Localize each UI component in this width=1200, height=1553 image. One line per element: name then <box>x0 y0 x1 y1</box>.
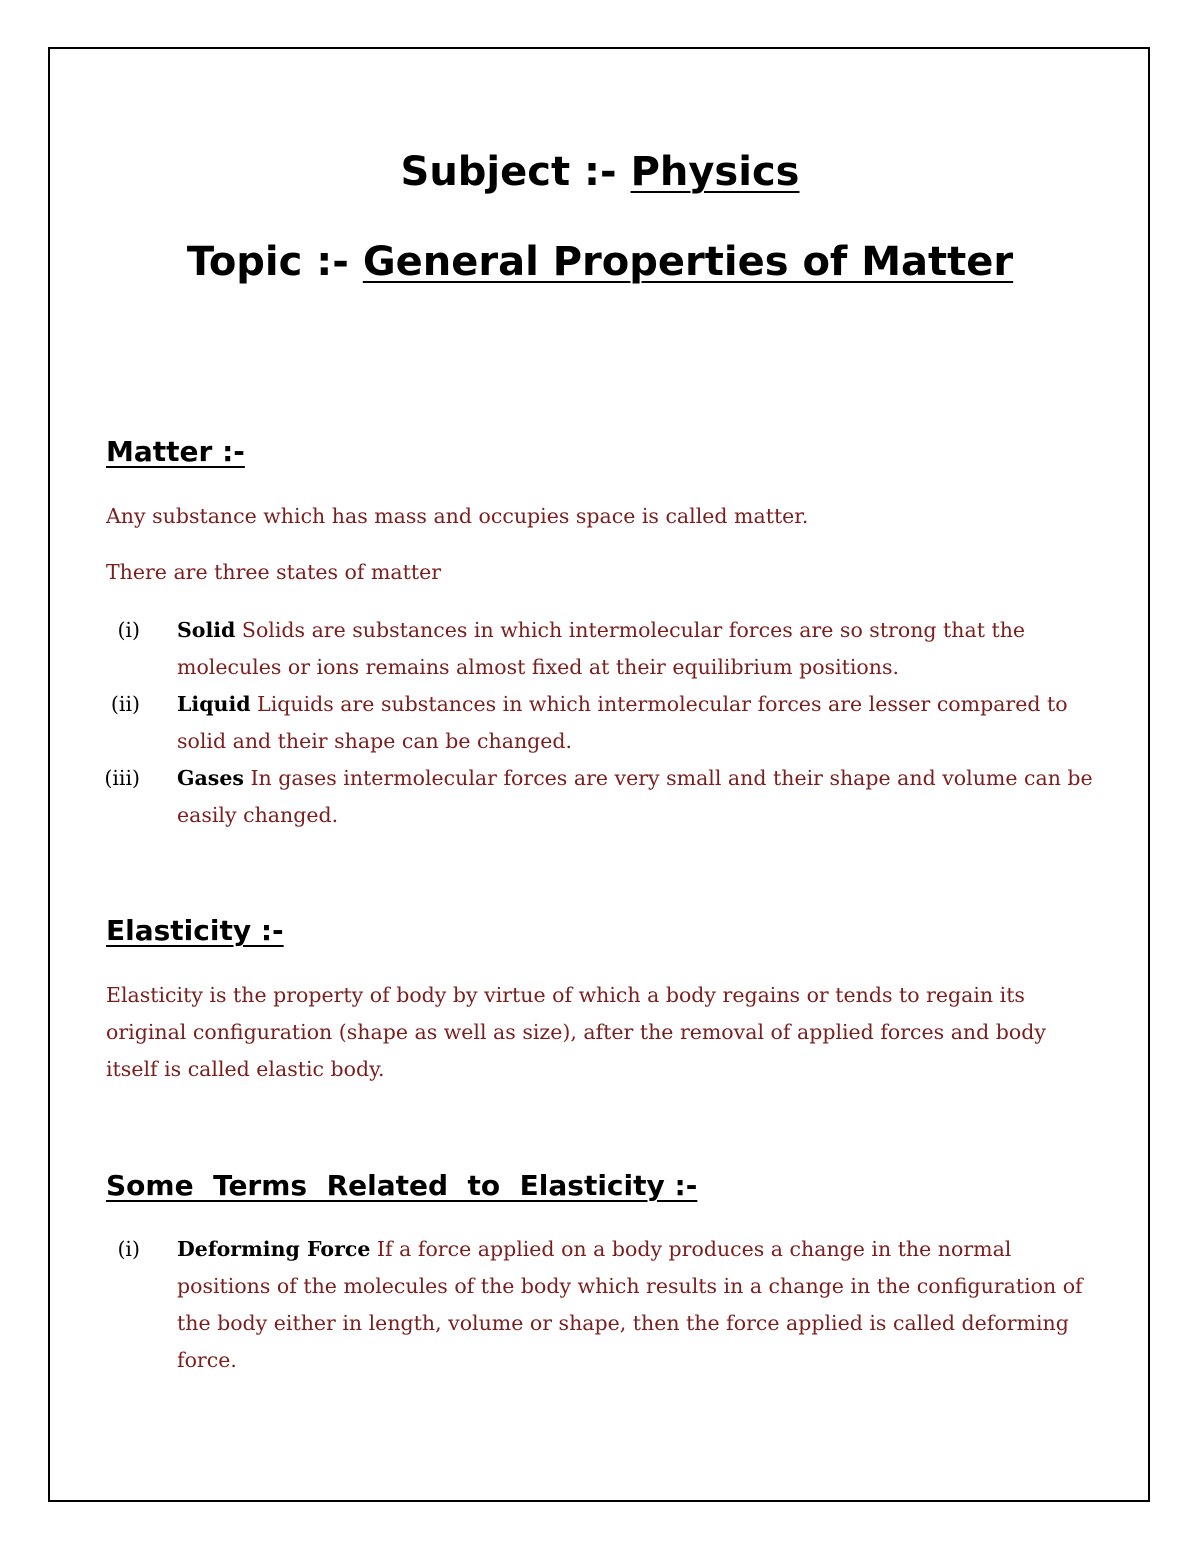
topic-title <box>0 239 1200 285</box>
list-item-liquid <box>60 686 1110 760</box>
list-marker: (i) <box>117 618 140 642</box>
list-item-deforming-force <box>60 1231 1110 1379</box>
term-name: Deforming Force <box>177 1237 371 1261</box>
terms-heading: Some Terms Related to Elasticity :- <box>106 1169 698 1202</box>
state-description: In gases intermolecular forces are very small and their shape and volume can be easily changed. <box>177 766 1093 827</box>
terms-list <box>60 1231 1110 1379</box>
subject-title <box>0 149 1200 195</box>
term-description: If a force applied on a body produces a change in the normal positions of the molecules of the body which results in a change in the configuration of the body either in length, volume or shape, then the force applied is called deforming force. <box>177 1237 1083 1372</box>
matter-definition: Any substance which has mass and occupies space is called matter. <box>106 504 809 528</box>
state-description: Liquids are substances in which intermolecular forces are lesser compared to solid and their shape can be changed. <box>177 692 1068 753</box>
state-description: Solids are substances in which intermolecular forces are so strong that the molecules or ions remains almost fixed at their equilibrium positions. <box>177 618 1026 679</box>
matter-intro: There are three states of matter <box>106 560 442 584</box>
list-item-gases <box>60 760 1110 834</box>
states-list <box>60 612 1110 834</box>
list-marker: (ii) <box>110 692 140 716</box>
state-term: Gases <box>177 766 244 790</box>
elasticity-definition: Elasticity is the property of body by virtue of which a body regains or tends to regain its original configuration (shape as well as size), after the removal of applied forces and body itself is called elastic body. <box>106 983 1046 1081</box>
topic-value: General Properties of Matter <box>362 239 1014 285</box>
state-term: Liquid <box>177 692 251 716</box>
list-marker: (iii) <box>104 766 140 790</box>
elasticity-heading: Elasticity :- <box>106 914 284 947</box>
matter-heading: Matter :- <box>106 435 245 468</box>
topic-label: Topic :- <box>186 239 363 285</box>
list-marker: (i) <box>117 1237 140 1261</box>
state-term: Solid <box>177 618 236 642</box>
subject-label: Subject :- <box>400 149 631 195</box>
subject-value: Physics <box>630 149 800 195</box>
list-item-solid <box>60 612 1110 686</box>
